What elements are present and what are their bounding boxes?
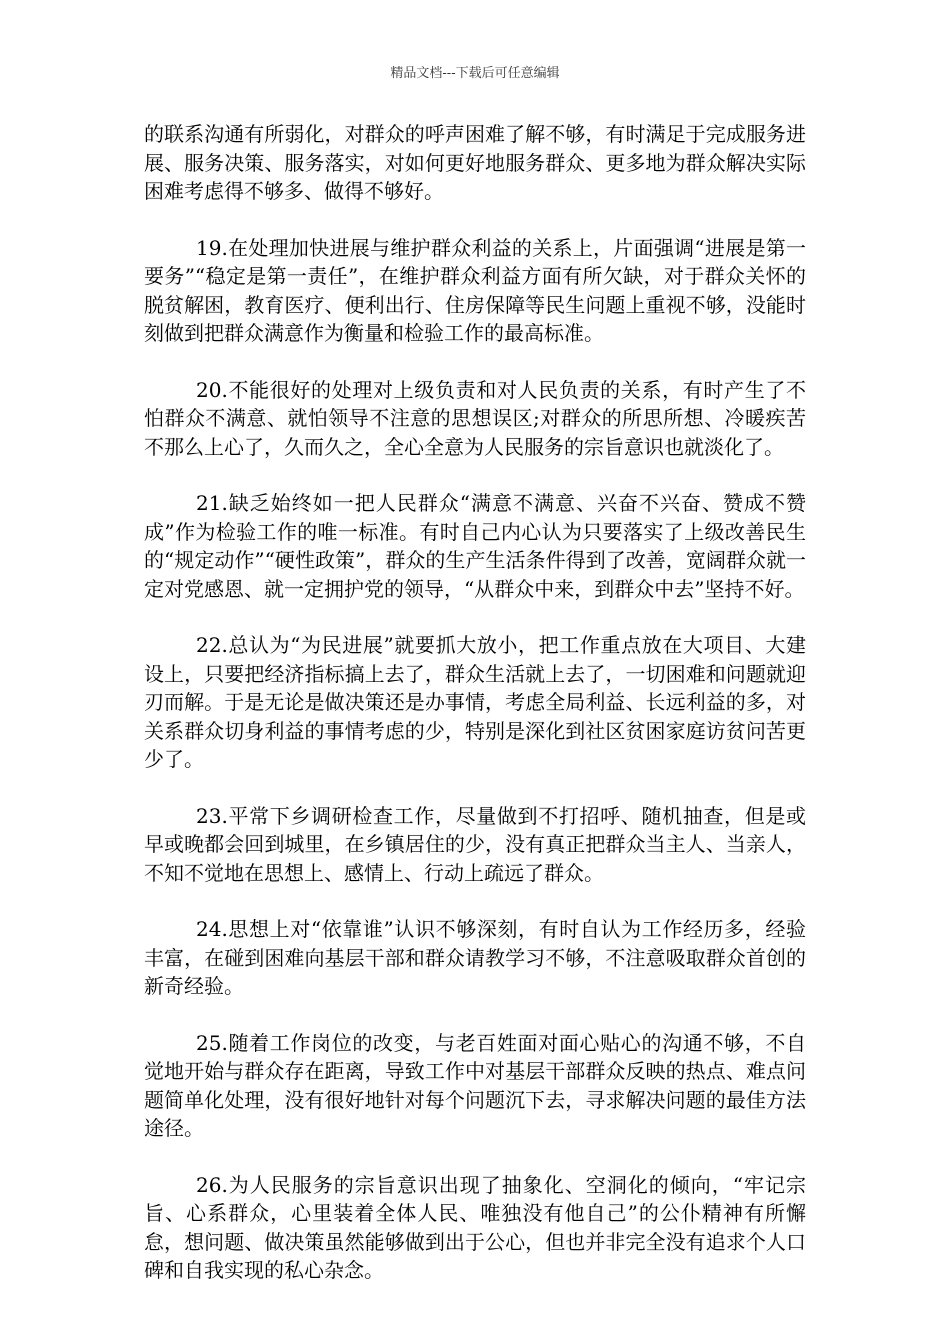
- paragraph-22: 22.总认为“为民进展”就要抓大放小，把工作重点放在大项目、大建设上，只要把经济指标搞上去了，群众生活就上去了，一切困难和问题就迎刃而解。于是无论是做决策还是办事情，考虑全局利益、长远利益的多，对关系群众切身利益的事情考虑的少，特别是深化到社区贫困家庭访贫问苦更少了。: [144, 633, 806, 771]
- paragraph-20: 20.不能很好的处理对上级负责和对人民负责的关系，有时产生了不怕群众不满意、就怕领导不注意的思想误区;对群众的所思所想、冷暖疾苦不那么上心了，久而久之，全心全意为人民服务的宗旨意识也就淡化了。: [144, 377, 806, 459]
- paragraph-25: 25.随着工作岗位的改变，与老百姓面对面心贴心的沟通不够，不自觉地开始与群众存在距离，导致工作中对基层干部群众反映的热点、难点问题简单化处理，没有很好地针对每个问题沉下去，寻求解决问题的最佳方法途径。: [144, 1030, 806, 1140]
- paragraph-23: 23.平常下乡调研检查工作，尽量做到不打招呼、随机抽查，但是或早或晚都会回到城里，在乡镇居住的少，没有真正把群众当主人、当亲人，不知不觉地在思想上、感情上、行动上疏远了群众。: [144, 803, 806, 885]
- paragraph-19: 19.在处理加快进展与维护群众利益的关系上，片面强调“进展是第一要务”“稳定是第一责任”，在维护群众利益方面有所欠缺，对于群众关怀的脱贫解困，教育医疗、便利出行、住房保障等民生问题上重视不够，没能时刻做到把群众满意作为衡量和检验工作的最高标准。: [144, 235, 806, 345]
- page-header: 精品文档---下载后可任意编辑: [390, 66, 560, 81]
- paragraph-continuation: 的联系沟通有所弱化，对群众的呼声困难了解不够，有时满足于完成服务进展、服务决策、服务落实，对如何更好地服务群众、更多地为群众解决实际困难考虑得不够多、做得不够好。: [144, 122, 806, 203]
- document-body: [144, 120, 806, 1313]
- paragraph-26: 26.为人民服务的宗旨意识出现了抽象化、空洞化的倾向，“牢记宗旨、心系群众，心里装着全体人民、唯独没有他自己”的公仆精神有所懈怠，想问题、做决策虽然能够做到出于公心，但也并非完全没有追求个人口碑和自我实现的私心杂念。: [144, 1172, 806, 1282]
- paragraph-21: 21.缺乏始终如一把人民群众“满意不满意、兴奋不兴奋、赞成不赞成”作为检验工作的唯一标准。有时自己内心认为只要落实了上级改善民生的“规定动作”“硬性政策”，群众的生产生活条件得到了改善，宽阔群众就一定对党感恩、就一定拥护党的领导，“从群众中来，到群众中去”坚持不好。: [144, 491, 806, 601]
- paragraph-24: 24.思想上对“依靠谁”认识不够深刻，有时自认为工作经历多，经验丰富，在碰到困难向基层干部和群众请教学习不够，不注意吸取群众首创的新奇经验。: [144, 917, 806, 998]
